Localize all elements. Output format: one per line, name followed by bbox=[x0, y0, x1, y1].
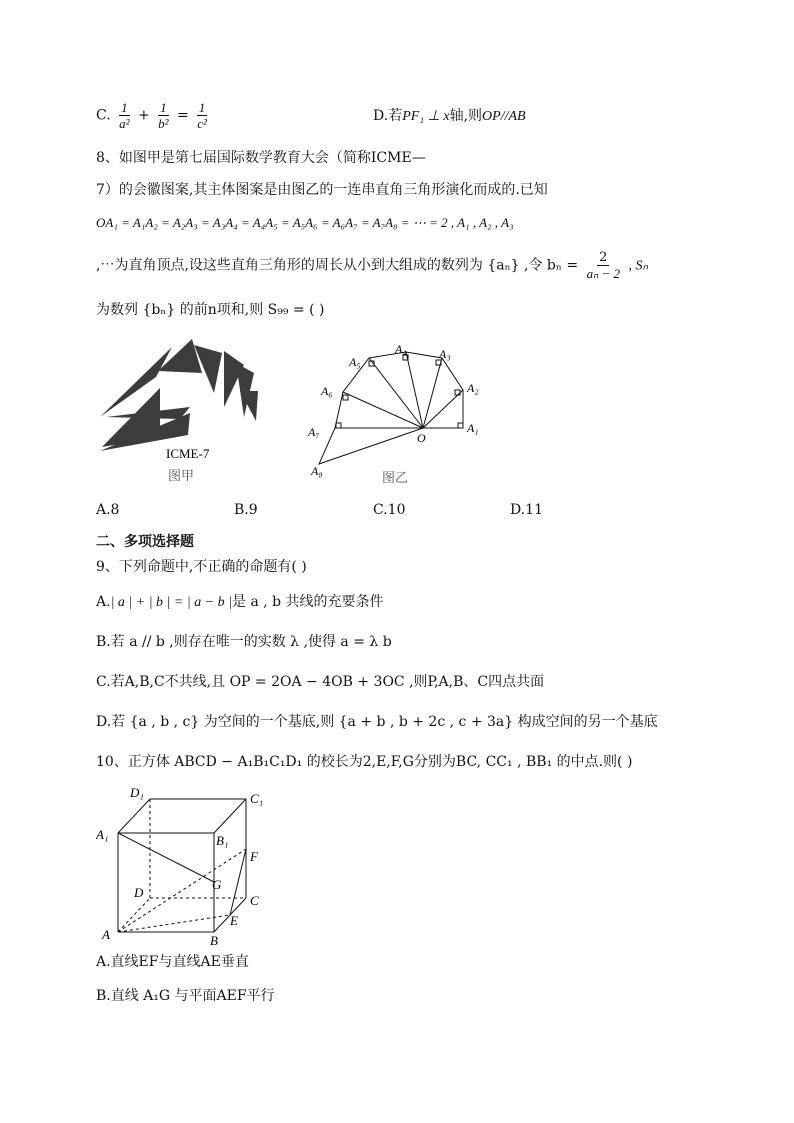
vertex-label: D₁ bbox=[130, 785, 144, 800]
q8-line-4: ,⋯为直角顶点,设这些直角三角形的周长从小到大组成的数列为 {aₙ} ,令 bₙ = $\frac{2}{\text{aₙ − 2}}$ , Sₙ bbox=[96, 250, 649, 281]
q8-line-2: 7）的会徽图案,其主体图案是由图乙的一连串直角三角形演化而成的.已知 bbox=[96, 182, 548, 198]
edge-b1c1 bbox=[214, 799, 246, 833]
logo-label: ICME-7 bbox=[166, 446, 210, 461]
q8-option-b: B.9 bbox=[234, 502, 258, 518]
point-label: A₅ bbox=[349, 355, 361, 369]
edge-ad bbox=[118, 898, 150, 932]
point-label: A₂ bbox=[467, 381, 479, 395]
vertex-label: E bbox=[230, 913, 238, 928]
q9-option-c: C.若A,B,C不共线,且 OP = 2OA − 4OB + 3OC ,则P,A,B、C四点共面 bbox=[96, 674, 545, 690]
segment-ae bbox=[118, 915, 230, 932]
q8-option-d: D.11 bbox=[510, 502, 543, 518]
q9-option-d: D.若 {a , b , c} 为空间的一个基底,则 {a + b , b + 2c , c + 3a} 构成空间的另一个基底 bbox=[96, 714, 658, 730]
point-label: A₄ bbox=[395, 342, 407, 356]
q8-option-c: C.10 bbox=[373, 502, 406, 518]
vertex-label: B bbox=[210, 933, 218, 945]
point-label: A₆ bbox=[321, 384, 333, 398]
q10-stem: 10、正方体 ABCD − A₁B₁C₁D₁ 的校长为2,E,F,G分别为BC, CC₁ , BB₁ 的中点.则( ) bbox=[96, 754, 633, 770]
figure-icme-logo bbox=[96, 335, 266, 490]
spiral-ray bbox=[423, 358, 442, 428]
segment-a1g bbox=[118, 833, 214, 882]
point-label: A₃ bbox=[439, 347, 451, 361]
figure-cube bbox=[96, 785, 276, 945]
right-angle-mark bbox=[343, 395, 348, 400]
figure-spiral-triangles bbox=[305, 340, 495, 490]
fraction: $\frac{2}{\text{aₙ − 2}}$ bbox=[586, 250, 621, 281]
figure-a-caption: 图甲 bbox=[168, 468, 195, 483]
figure-b-caption: 图乙 bbox=[382, 470, 409, 485]
logo-triangles bbox=[100, 339, 258, 451]
q9-option-a: A.| a | + | b | = | a − b |是 a , b 共线的充要条件 bbox=[96, 594, 384, 610]
segment-ef bbox=[230, 849, 246, 915]
point-label: A₇ bbox=[308, 425, 320, 439]
vertex-label: B₁ bbox=[216, 833, 229, 848]
vertex-label: F bbox=[250, 849, 258, 864]
q10-option-a: A.直线EF与直线AE垂直 bbox=[96, 954, 249, 970]
spiral-ray bbox=[423, 390, 463, 428]
q8-line-3: OA₁ = A₁A₂ = A₂A₃ = A₃A₄ = A₄A₅ = A₅A₆ = A₆A₇ = A₇A₈ = ⋯ = 2 , A₁ , A₂ , A₃ bbox=[96, 215, 514, 230]
right-angle-mark bbox=[458, 423, 463, 428]
vertex-label: C₁ bbox=[250, 791, 264, 806]
point-label: O bbox=[417, 431, 426, 445]
q8-line-5: 为数列 {bₙ} 的前n项和,则 S₉₉ = ( ) bbox=[96, 302, 325, 318]
vertex-label: C bbox=[250, 893, 259, 908]
vertex-label: A₁ bbox=[96, 827, 109, 842]
point-label: A₁ bbox=[467, 421, 479, 435]
point-label: A₈ bbox=[311, 464, 323, 478]
vertex-label: A bbox=[102, 927, 110, 942]
logo-triangle bbox=[100, 347, 172, 417]
edge-a1d1 bbox=[118, 799, 150, 833]
spiral-outline bbox=[319, 352, 463, 464]
q8-option-a: A.8 bbox=[96, 502, 120, 518]
q9-stem: 9、下列命题中,不正确的命题有( ) bbox=[96, 559, 307, 575]
q10-option-b: B.直线 A₁G 与平面AEF平行 bbox=[96, 988, 275, 1004]
right-angle-mark bbox=[336, 423, 341, 428]
vertex-label: G bbox=[212, 877, 222, 892]
spiral-ray bbox=[343, 392, 423, 428]
fraction: $\frac{1}{\text{a²}}$ bbox=[119, 100, 130, 131]
q9-option-b: B.若 a // b ,则存在唯一的实数 λ ,使得 a = λ b bbox=[96, 634, 392, 650]
q8-line-1: 8、如图甲是第七届国际数学教育大会（简称ICME— bbox=[96, 150, 426, 166]
section-title: 二、多项选择题 bbox=[96, 534, 194, 550]
q7-option-c: C. $\frac{1}{\text{a²}}$ + $\frac{1}{\text{b²}}$ = $\frac{1}{\text{c²}}$ bbox=[96, 100, 207, 131]
fraction: $\frac{1}{\text{c²}}$ bbox=[197, 100, 207, 131]
q7-option-d: D.若PF₁ ⊥ x轴,则OP//AB bbox=[373, 108, 526, 124]
vertex-label: D bbox=[134, 885, 144, 900]
fraction: $\frac{1}{\text{b²}}$ bbox=[158, 100, 169, 131]
